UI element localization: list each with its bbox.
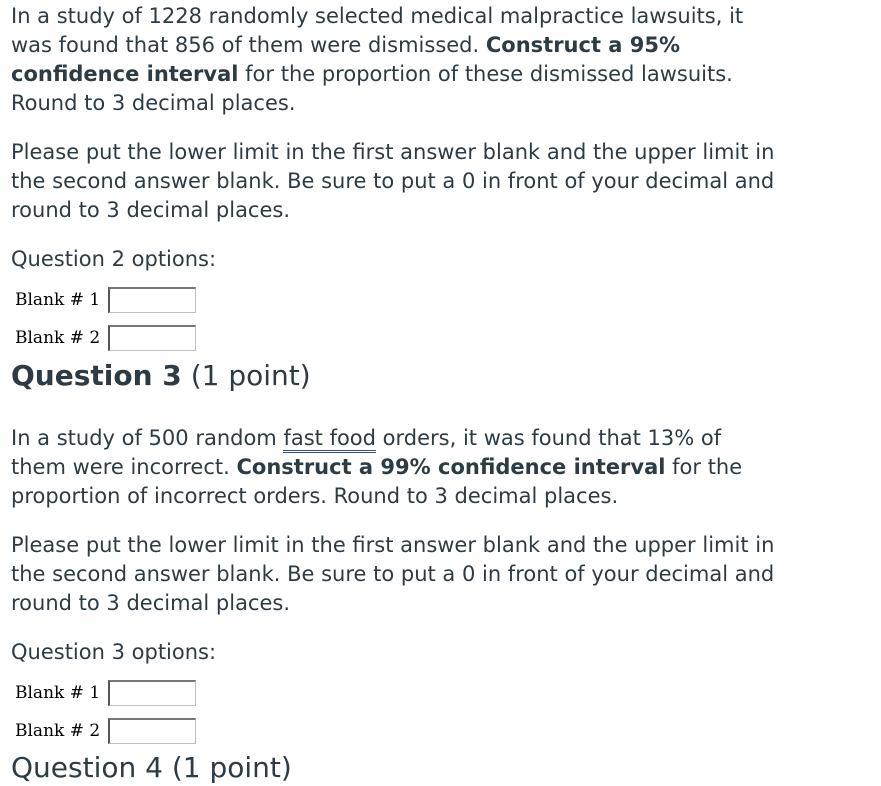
q2-options-label: Question 2 options: [11,247,217,271]
q3-instructions: Please put the lower limit in the first answer blank and the upper limit in the second answer blank. Be sure to put a 0 in front of your decimal and round to 3 decimal places. [11,533,775,615]
q3-points: (1 point) [190,359,311,392]
q2-blank-2-input[interactable] [108,325,196,351]
q3-title: Question 3 [11,359,182,392]
q3-blank-1-input[interactable] [108,680,196,706]
q2-blank-1-input[interactable] [108,287,196,313]
q3-blank-1-row [15,679,196,707]
q3-heading [11,358,311,394]
q3-prompt-bold: Construct a 99% confidence interval [236,455,666,479]
q2-blank-2-label: Blank # 2 [15,328,101,348]
q3-blank-2-row [15,717,196,745]
q3-prompt-text: In a study of 500 random [11,426,277,450]
q3-prompt [11,424,781,511]
q2-prompt [11,2,781,118]
fast-food-link[interactable]: fast food [283,426,376,453]
q2-prompt-text: In a study of 1228 randomly selected medical malpractice lawsuits, it was found that 856 of them were dismissed. [11,4,744,57]
q2-prompt-text-2: for the proportion of these dismissed lawsuits. Round to 3 decimal places. [11,62,733,115]
q4-heading: Question 4 (1 point) [11,751,292,784]
q3-blank-2-label: Blank # 2 [15,721,101,741]
q3-blank-2-input[interactable] [108,718,196,744]
q3-prompt-text-3: for the proportion of incorrect orders. Round to 3 decimal places. [11,455,743,508]
q2-blank-1-row [15,286,196,314]
q2-instructions: Please put the lower limit in the first answer blank and the upper limit in the second answer blank. Be sure to put a 0 in front of your decimal and round to 3 decimal places. [11,140,775,222]
q3-options-label: Question 3 options: [11,640,217,664]
q3-prompt-text-2: orders, it was found that 13% of them were incorrect. [11,426,722,479]
q2-blank-1-label: Blank # 1 [15,290,101,310]
q3-blank-1-label: Blank # 1 [15,683,101,703]
q2-prompt-bold: Construct a 95% confidence interval [11,33,681,86]
q2-blank-2-row [15,324,196,352]
